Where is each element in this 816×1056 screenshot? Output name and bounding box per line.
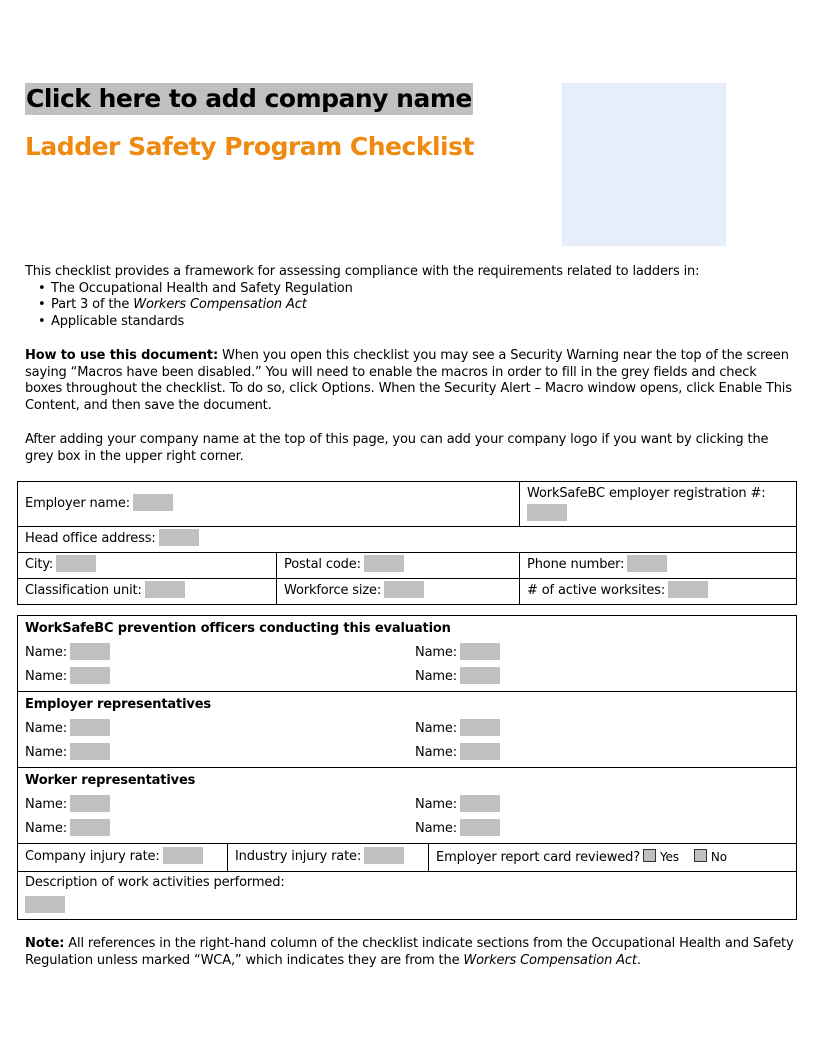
name-label: Name: bbox=[25, 744, 67, 760]
name-label: Name: bbox=[415, 720, 457, 736]
yes-label: Yes bbox=[659, 850, 679, 864]
no-checkbox[interactable] bbox=[694, 849, 707, 862]
name-entry bbox=[415, 743, 500, 760]
name-label: Name: bbox=[415, 644, 457, 660]
worker-reps-section bbox=[18, 768, 797, 844]
name-label: Name: bbox=[415, 820, 457, 836]
name-entry bbox=[25, 719, 415, 736]
name-input[interactable] bbox=[460, 795, 500, 812]
head-office-cell bbox=[18, 527, 797, 553]
intro-bullets bbox=[25, 281, 795, 331]
name-entry bbox=[25, 743, 415, 760]
name-row bbox=[25, 663, 789, 687]
company-injury-input[interactable] bbox=[163, 847, 203, 864]
company-name-field[interactable]: Click here to add company name bbox=[26, 84, 472, 113]
name-entry bbox=[415, 719, 500, 736]
worksites-label: # of active worksites: bbox=[527, 583, 666, 598]
workforce-cell bbox=[277, 579, 520, 605]
name-input[interactable] bbox=[70, 719, 110, 736]
postal-code-cell bbox=[277, 553, 520, 579]
section-heading: Employer representatives bbox=[25, 697, 212, 712]
name-input[interactable] bbox=[70, 643, 110, 660]
bullet-item bbox=[51, 297, 795, 314]
phone-cell bbox=[520, 553, 797, 579]
bullet-item: • Applicable standards bbox=[51, 314, 795, 331]
postal-code-label: Postal code: bbox=[284, 557, 361, 572]
act-name: Workers Compensation Act bbox=[133, 297, 307, 313]
name-input[interactable] bbox=[460, 643, 500, 660]
workforce-label: Workforce size: bbox=[284, 583, 382, 598]
phone-label: Phone number: bbox=[527, 557, 625, 572]
note-end: . bbox=[636, 952, 641, 968]
name-row bbox=[25, 791, 789, 815]
industry-injury-cell bbox=[228, 844, 429, 872]
name-entry bbox=[415, 643, 500, 660]
classification-cell bbox=[18, 579, 277, 605]
description-label: Description of work activities performed: bbox=[25, 875, 285, 890]
head-office-input[interactable] bbox=[159, 529, 199, 546]
name-input[interactable] bbox=[460, 743, 500, 760]
employer-name-input[interactable] bbox=[133, 494, 173, 511]
report-card-cell bbox=[429, 844, 797, 872]
officers-section bbox=[18, 616, 797, 692]
description-cell bbox=[18, 872, 797, 920]
employer-name-cell bbox=[18, 482, 520, 527]
name-label: Name: bbox=[25, 720, 67, 736]
name-label: Name: bbox=[415, 668, 457, 684]
intro-lead: This checklist provides a framework for assessing compliance with the requirements related to ladders in: bbox=[25, 264, 700, 279]
name-entry bbox=[25, 819, 415, 836]
name-label: Name: bbox=[25, 644, 67, 660]
intro-section bbox=[25, 264, 795, 331]
classification-label: Classification unit: bbox=[25, 583, 142, 598]
name-label: Name: bbox=[25, 668, 67, 684]
phone-input[interactable] bbox=[627, 555, 667, 572]
name-row bbox=[25, 715, 789, 739]
classification-input[interactable] bbox=[145, 581, 185, 598]
how-to-label: How to use this document: bbox=[25, 348, 219, 363]
no-label: No bbox=[710, 850, 727, 864]
note-text: All references in the right-hand column of the checklist indicate sections from the Occupational Health and Safety Regulation unless marked “WCA,” which indicates they are from the bbox=[25, 936, 794, 968]
name-input[interactable] bbox=[70, 743, 110, 760]
name-entry bbox=[415, 819, 500, 836]
bullet-item: • The Occupational Health and Safety Regulation bbox=[51, 281, 795, 298]
name-input[interactable] bbox=[460, 719, 500, 736]
how-to-paragraph bbox=[25, 348, 795, 415]
name-row bbox=[25, 815, 789, 839]
registration-label: WorkSafeBC employer registration #: bbox=[527, 486, 766, 501]
name-input[interactable] bbox=[70, 667, 110, 684]
logo-placeholder[interactable] bbox=[562, 83, 726, 246]
name-input[interactable] bbox=[460, 819, 500, 836]
head-office-label: Head office address: bbox=[25, 531, 156, 546]
workforce-input[interactable] bbox=[384, 581, 424, 598]
employer-reps-section bbox=[18, 692, 797, 768]
description-input[interactable] bbox=[25, 896, 65, 913]
name-input[interactable] bbox=[70, 819, 110, 836]
document-title: Ladder Safety Program Checklist bbox=[25, 132, 474, 161]
employer-name-label: Employer name: bbox=[25, 496, 131, 511]
note-act-name: Workers Compensation Act bbox=[463, 952, 637, 968]
employer-info-table bbox=[17, 481, 797, 605]
name-label: Name: bbox=[415, 796, 457, 812]
name-input[interactable] bbox=[70, 795, 110, 812]
postal-code-input[interactable] bbox=[364, 555, 404, 572]
how-to-text: When you open this checklist you may see a Security Warning near the top of the screen saying “Macros have been disabled.” You will need to enable the macros in order to fill in the grey fields and check boxes throughout the checklist. To do so, click Options. When the Security Alert – Macro window opens, click Enable This Content, and then save the document. bbox=[25, 348, 792, 414]
name-label: Name: bbox=[25, 796, 67, 812]
city-label: City: bbox=[25, 557, 54, 572]
logo-instructions: After adding your company name at the top of this page, you can add your company logo if you want by clicking the grey box in the upper right corner. bbox=[25, 432, 769, 464]
registration-input[interactable] bbox=[527, 504, 567, 521]
industry-injury-label: Industry injury rate: bbox=[235, 849, 362, 864]
company-injury-label: Company injury rate: bbox=[25, 849, 160, 864]
report-card-label: Employer report card reviewed? bbox=[436, 850, 640, 865]
section-heading: WorkSafeBC prevention officers conducting this evaluation bbox=[25, 621, 451, 636]
registration-cell bbox=[520, 482, 797, 527]
city-input[interactable] bbox=[56, 555, 96, 572]
industry-injury-input[interactable] bbox=[364, 847, 404, 864]
evaluation-table bbox=[17, 615, 797, 920]
section-heading: Worker representatives bbox=[25, 773, 196, 788]
name-entry bbox=[25, 795, 415, 812]
name-entry bbox=[25, 643, 415, 660]
name-input[interactable] bbox=[460, 667, 500, 684]
name-row bbox=[25, 739, 789, 763]
name-label: Name: bbox=[415, 744, 457, 760]
name-row bbox=[25, 639, 789, 663]
note-label: Note: bbox=[25, 936, 65, 951]
company-injury-cell bbox=[18, 844, 228, 872]
city-cell bbox=[18, 553, 277, 579]
name-entry bbox=[415, 795, 500, 812]
name-entry bbox=[25, 667, 415, 684]
worksites-cell bbox=[520, 579, 797, 605]
note-paragraph bbox=[25, 936, 795, 969]
name-label: Name: bbox=[25, 820, 67, 836]
worksites-input[interactable] bbox=[668, 581, 708, 598]
bullet-prefix: Part 3 of the bbox=[51, 297, 134, 313]
yes-checkbox[interactable] bbox=[643, 849, 656, 862]
name-entry bbox=[415, 667, 500, 684]
